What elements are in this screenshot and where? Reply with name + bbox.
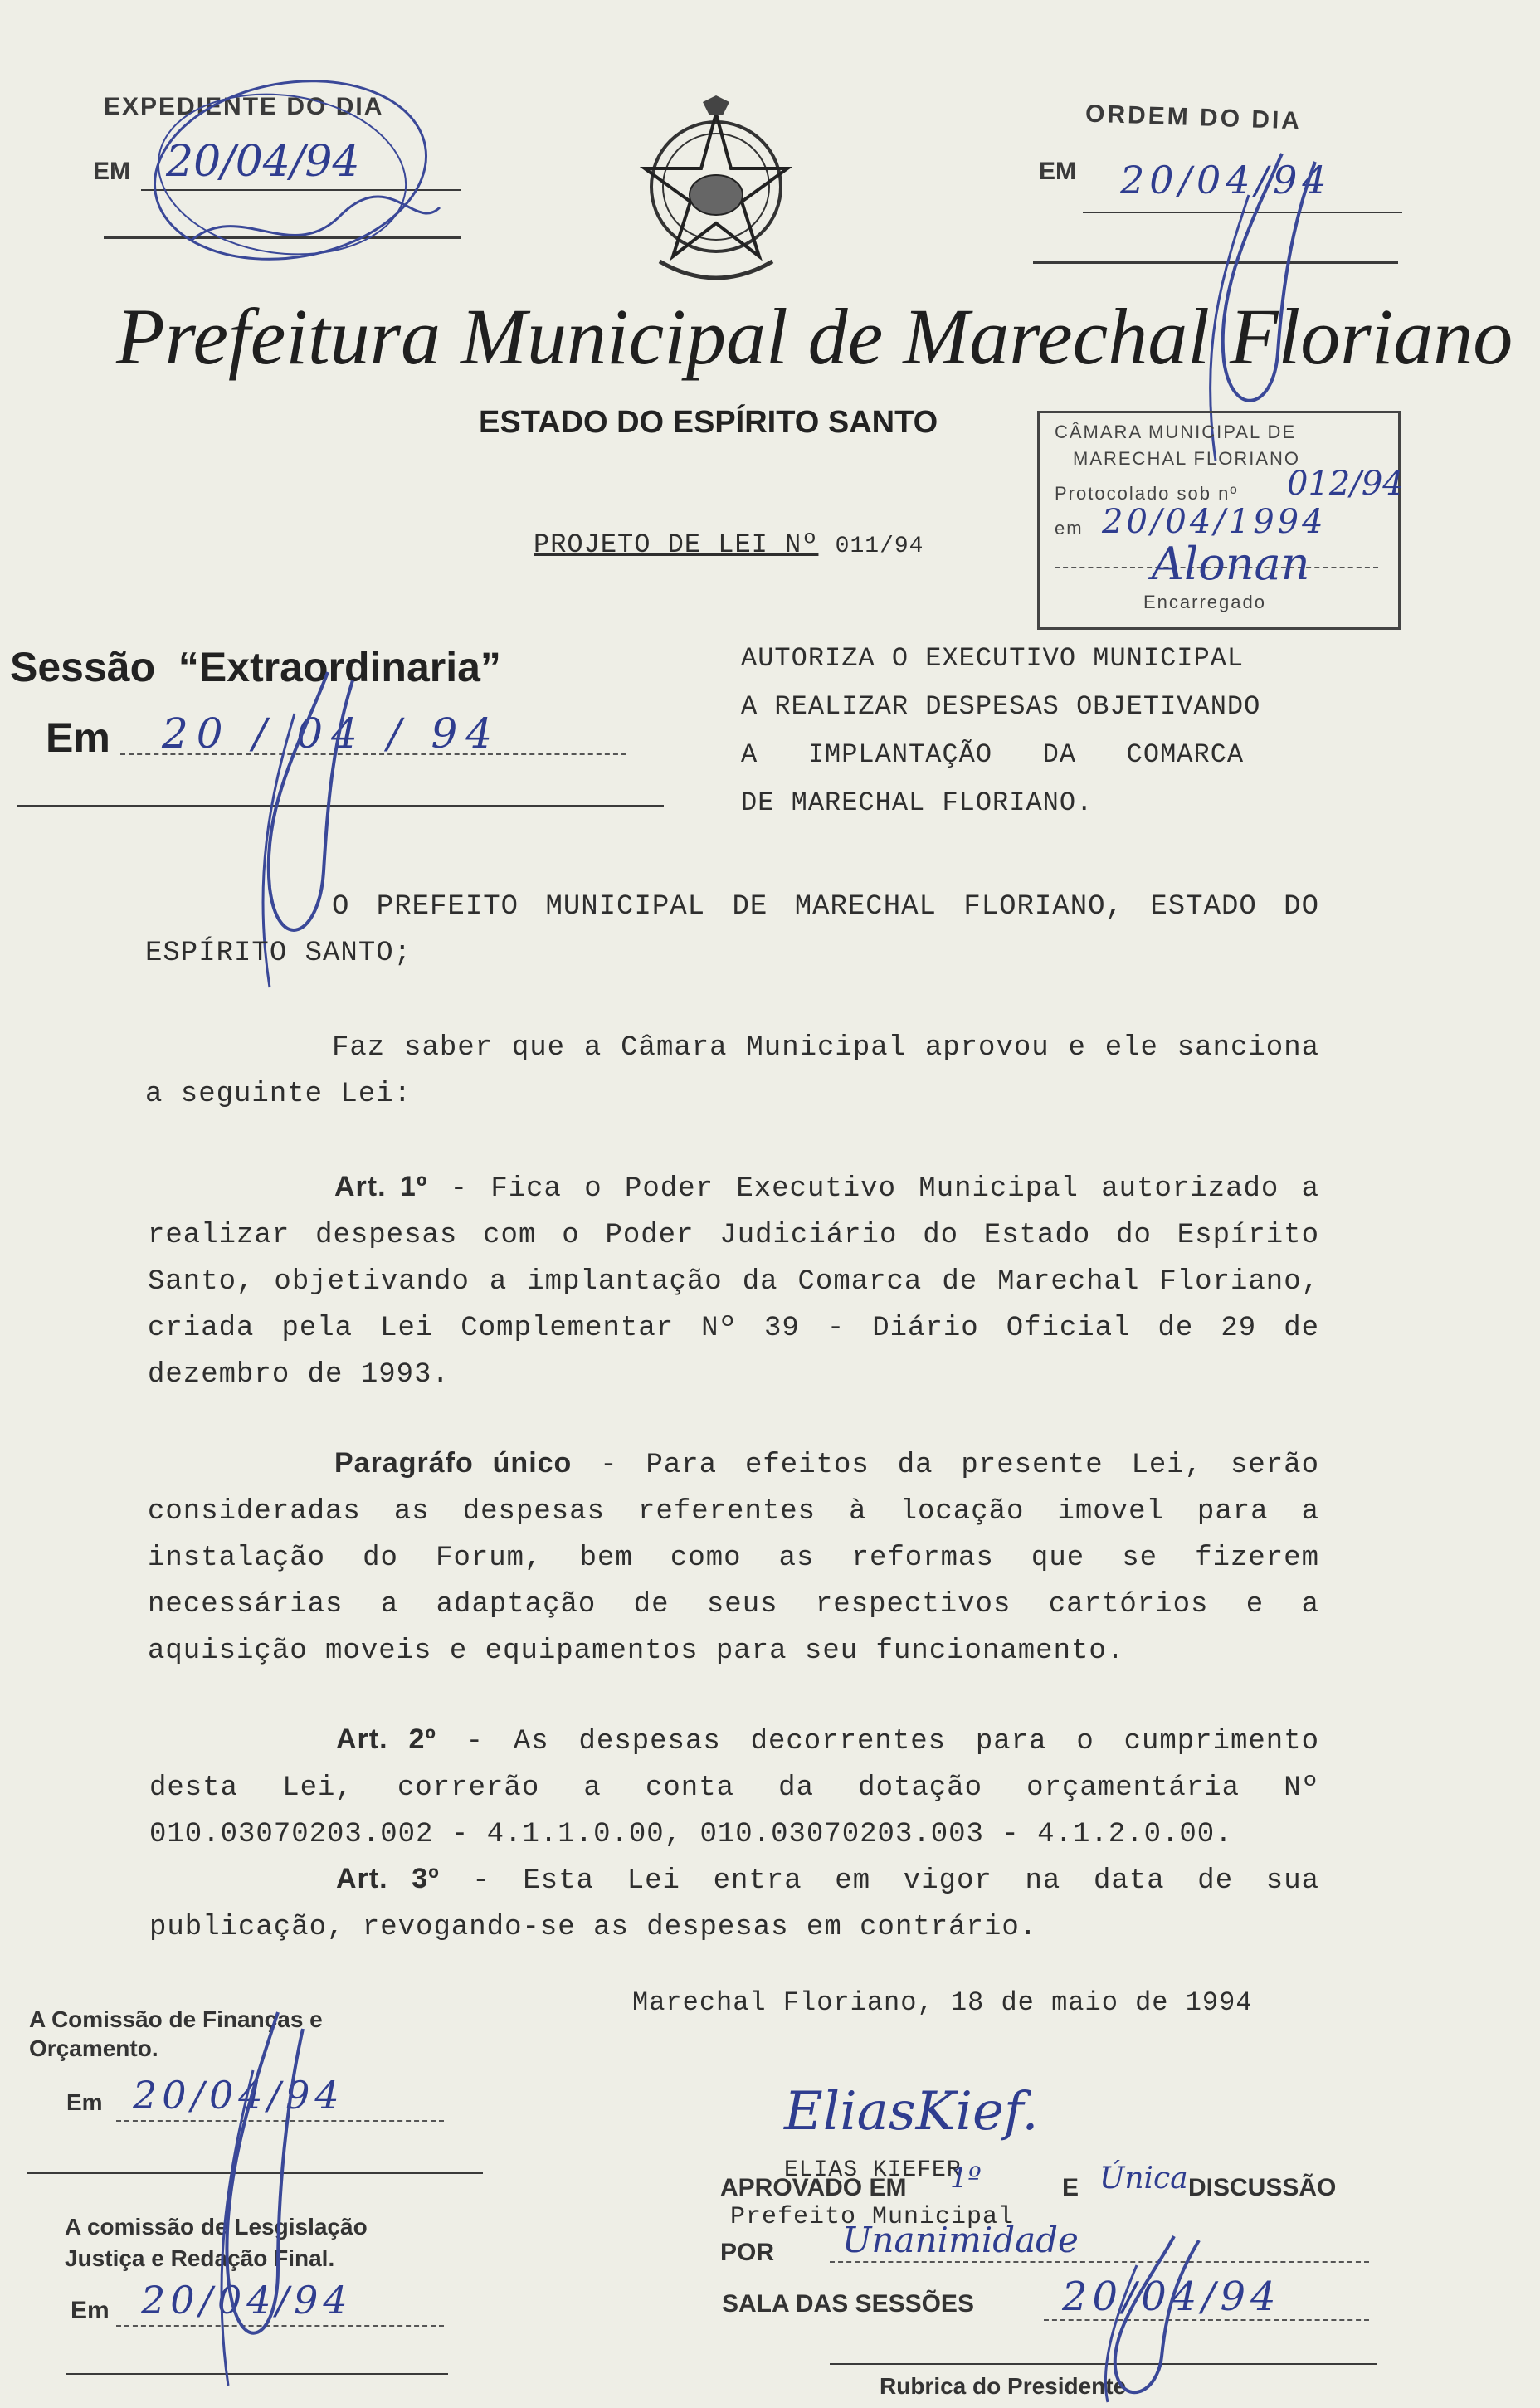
article-2-label: Art. 2º bbox=[336, 1723, 436, 1755]
aprovado-sala-label: SALA DAS SESSÕES bbox=[722, 2290, 974, 2318]
ordem-date: 20/04/94 bbox=[1120, 158, 1332, 202]
paragrafo-unico-label: Paragráfo único bbox=[334, 1447, 573, 1479]
article-2 bbox=[149, 1716, 1319, 1858]
protocolo-footer: Encarregado bbox=[1143, 592, 1266, 612]
comissao-legislacao-line1: A comissão de Lesgislação bbox=[65, 2214, 368, 2240]
coat-of-arms-icon bbox=[626, 95, 805, 286]
aprovado-por-value: Unanimidade bbox=[842, 2220, 1079, 2260]
protocolo-line2: MARECHAL FLORIANO bbox=[1073, 448, 1301, 469]
article-3-text: - Esta Lei entra em vigor na data de sua publicação, revogando-se as despesas em contrário. bbox=[149, 1865, 1320, 1943]
ordem-title: ORDEM DO DIA bbox=[1084, 100, 1303, 135]
sessao-date: 20 / 04 / 94 bbox=[162, 709, 501, 758]
comissao-legislacao-line2: Justiça e Redação Final. bbox=[65, 2245, 335, 2271]
aprovado-value-b: Única bbox=[1099, 2162, 1188, 2196]
aprovado-value-a: 1º bbox=[950, 2162, 982, 2195]
projeto-number: 011/94 bbox=[835, 534, 924, 559]
signature-name: ELIAS KIEFER bbox=[784, 2157, 962, 2183]
aprovado-label-b: E bbox=[1062, 2174, 1079, 2201]
projeto-label: PROJETO DE LEI Nº bbox=[534, 529, 819, 560]
comissao-signature-scribble bbox=[195, 2004, 319, 2394]
protocolo-stamp bbox=[1037, 411, 1404, 630]
date-line: Marechal Floriano, 18 de maio de 1994 bbox=[632, 1987, 1253, 2018]
comissao-financas-line2: Orçamento. bbox=[29, 2035, 158, 2061]
comissao-financas-em-label: Em bbox=[66, 2089, 103, 2115]
protocolo-line4-value: 20/04/1994 bbox=[1102, 503, 1327, 541]
protocolo-line3-value: 012/94 bbox=[1287, 465, 1404, 503]
comissao-financas-date: 20/04/94 bbox=[133, 2073, 344, 2118]
expediente-em-label: EM bbox=[93, 158, 130, 185]
faz-saber: Faz saber que a Câmara Municipal aprovou e ele sanciona a seguinte Lei: bbox=[145, 1032, 1319, 1110]
preamble: O PREFEITO MUNICIPAL DE MARECHAL FLORIANO, ESTADO DO ESPÍRITO SANTO; bbox=[145, 891, 1319, 969]
expediente-signature-scribble bbox=[141, 50, 473, 282]
aprovado-signature-scribble bbox=[1058, 2232, 1224, 2406]
paragrafo-unico bbox=[148, 1440, 1319, 1674]
protocolo-line3-label: Protocolado sob nº bbox=[1055, 483, 1239, 504]
protocolo-line4-label: em bbox=[1055, 518, 1084, 539]
article-1 bbox=[148, 1163, 1319, 1398]
ementa bbox=[741, 635, 1322, 827]
article-1-label: Art. 1º bbox=[334, 1171, 428, 1202]
paragrafo-unico-text: - Para efeitos da presente Lei, serão consideradas as despesas referentes à locação imovel para a instalação do Forum, bem como as reformas que se fizerem necessárias a adaptação de seus respectivos cartórios e a aquisição moveis e equipamentos para seu funcionamento. bbox=[148, 1450, 1320, 1667]
projeto-heading bbox=[534, 529, 924, 560]
article-1-text: - Fica o Poder Executivo Municipal autorizado a realizar despesas com o Poder Judiciário do Estado do Espírito Santo, objetivando a implantação da Comarca de Marechal Floriano, criada pela Lei Complementar Nº 39 - Diário Oficial de 29 de dezembro de 1993. bbox=[148, 1173, 1320, 1391]
comissao-legislacao-em-label: Em bbox=[71, 2297, 110, 2324]
expediente-date: 20/04/94 bbox=[166, 137, 360, 187]
comissao-financas-line1: A Comissão de Finanças e bbox=[29, 2006, 323, 2032]
state-subtitle: ESTADO DO ESPÍRITO SANTO bbox=[479, 405, 938, 440]
aprovado-rubrica: Rubrica do Presidente bbox=[880, 2373, 1127, 2399]
mayor-signature: EliasKief. bbox=[784, 2081, 1039, 2142]
ordem-em-label: EM bbox=[1039, 158, 1076, 185]
comissao-legislacao-date: 20/04/94 bbox=[141, 2278, 353, 2323]
protocolo-signature: Alonan bbox=[1152, 538, 1310, 590]
ementa-line: AUTORIZA O EXECUTIVO MUNICIPAL bbox=[741, 643, 1245, 674]
sessao-em-label: Em bbox=[46, 714, 110, 761]
ementa-line: DE MARECHAL FLORIANO. bbox=[741, 787, 1094, 818]
aprovado-label-c: DISCUSSÃO bbox=[1188, 2174, 1337, 2201]
signature-role: Prefeito Municipal bbox=[730, 2203, 1015, 2231]
ementa-line: A IMPLANTAÇÃO DA COMARCA bbox=[741, 739, 1245, 770]
ementa-line: A REALIZAR DESPESAS OBJETIVANDO bbox=[741, 691, 1261, 722]
aprovado-label-a: APROVADO EM bbox=[720, 2174, 907, 2201]
expediente-title: EXPEDIENTE DO DIA bbox=[104, 93, 384, 120]
protocolo-line1: CÂMARA MUNICIPAL DE bbox=[1055, 422, 1297, 442]
aprovado-sala-value: 20/04/94 bbox=[1062, 2274, 1281, 2320]
aprovado-por-label: POR bbox=[720, 2239, 775, 2266]
page-title: Prefeitura Municipal de Marechal Floriano bbox=[116, 292, 1513, 381]
article-3 bbox=[149, 1855, 1319, 1951]
sessao-title: Sessão “Extraordinaria” bbox=[10, 644, 501, 690]
article-3-label: Art. 3º bbox=[336, 1863, 440, 1894]
article-2-text: - As despesas decorrentes para o cumprimento desta Lei, correrão a conta da dotação orçamentária Nº 010.03070203.002 - 4.1.1.0.00, 010.03070203.003 - 4.1.2.0.00. bbox=[149, 1726, 1320, 1850]
